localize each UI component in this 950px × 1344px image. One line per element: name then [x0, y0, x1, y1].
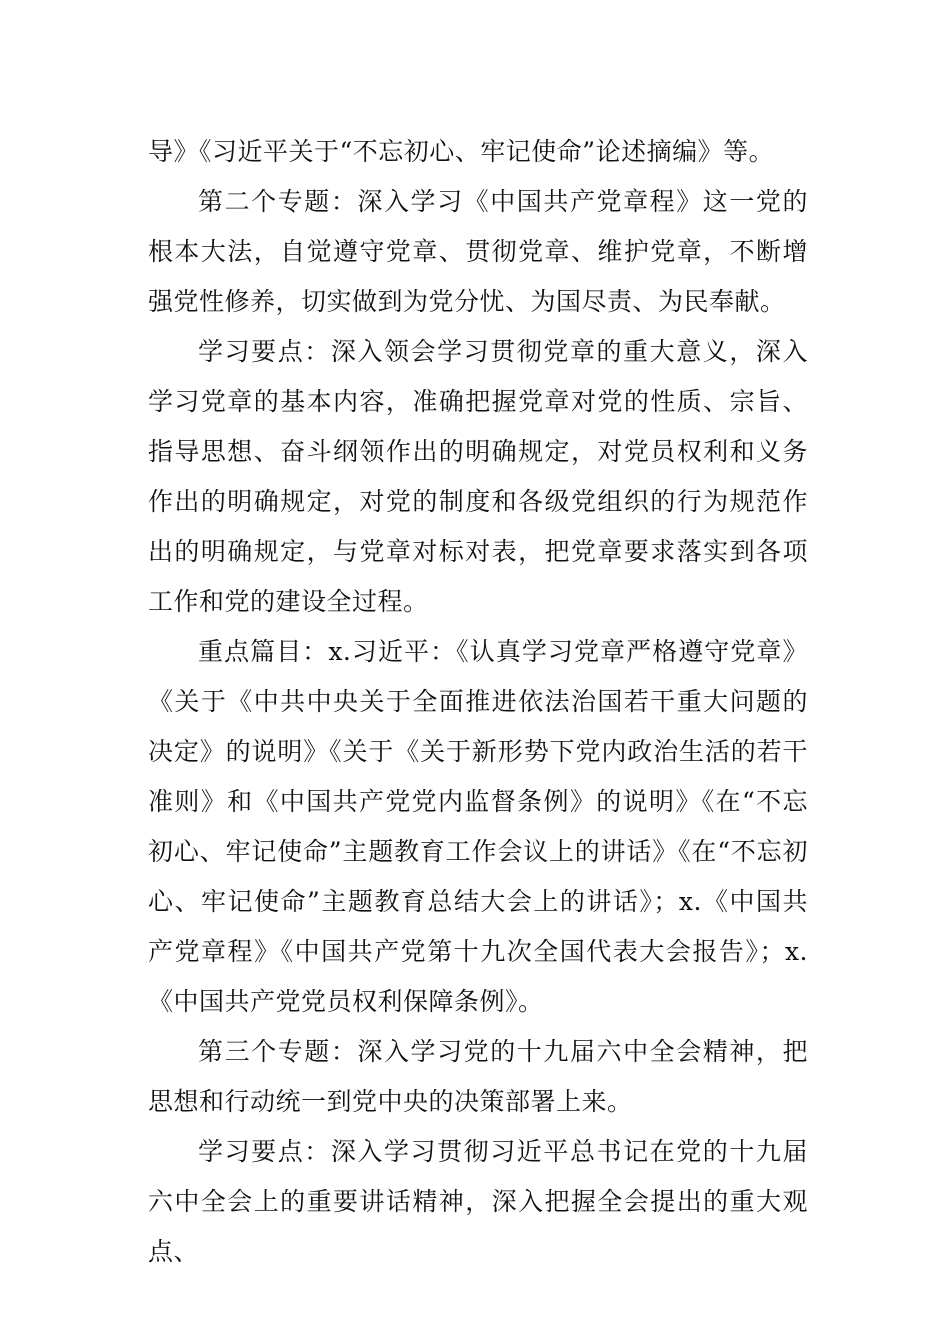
document-page [148, 127, 808, 1277]
paragraph-key-points-three: 学习要点：深入学习贯彻习近平总书记在党的十九届六中全会上的重要讲话精神，深入把握全会提出的重大观点、 [148, 1137, 808, 1266]
paragraph-topic-three: 第三个专题：深入学习党的十九届六中全会精神，把思想和行动统一到党中央的决策部署上来。 [148, 1037, 808, 1116]
paragraph-key-points-two: 学习要点：深入领会学习贯彻党章的重大意义，深入学习党章的基本内容，准确把握党章对党的性质、宗旨、指导思想、奋斗纲领作出的明确规定，对党员权利和义务作出的明确规定，对党的制度和各级党组织的行为规范作出的明确规定，与党章对标对表，把党章要求落实到各项工作和党的建设全过程。 [148, 337, 808, 616]
paragraph-topic-two: 第二个专题：深入学习《中国共产党章程》这一党的根本大法，自觉遵守党章、贯彻党章、维护党章，不断增强党性修养，切实做到为党分忧、为国尽责、为民奉献。 [148, 187, 808, 316]
paragraph-continuation: 导》《习近平关于“不忘初心、牢记使命”论述摘编》等。 [148, 137, 775, 166]
paragraph-key-readings-two: 重点篇目：x.习近平：《认真学习党章严格遵守党章》《关于《中共中央关于全面推进依法治国若干重大问题的决定》的说明》《关于《关于新形势下党内政治生活的若干准则》和《中国共产党党内监督条例》的说明》《在“不忘初心、牢记使命”主题教育工作会议上的讲话》《在“不忘初心、牢记使命”主题教育总结大会上的讲话》；x.《中国共产党章程》《中国共产党第十九次全国代表大会报告》；x.《中国共产党党员权利保障条例》。 [148, 637, 808, 1016]
